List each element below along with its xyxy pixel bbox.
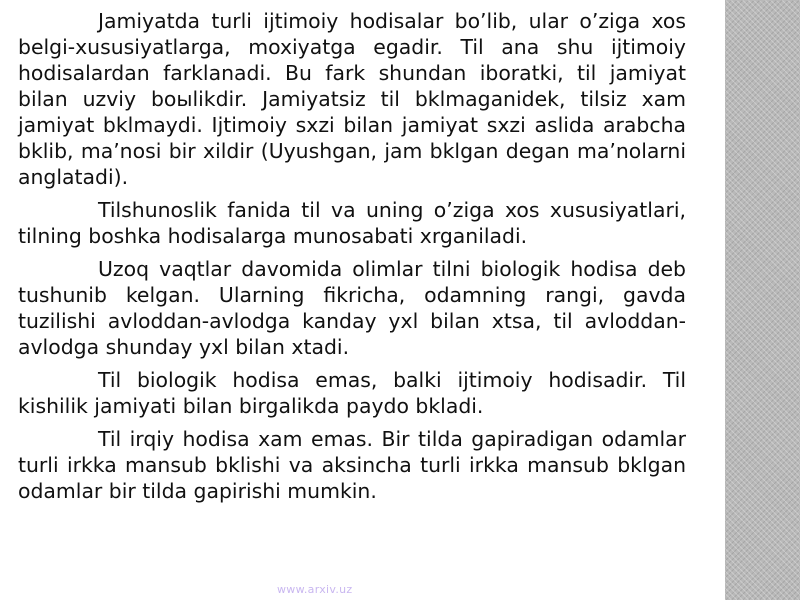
text-body xyxy=(18,8,686,511)
paragraph-3: Uzoq vaqtlar davomida olimlar tilni biologik hodisa deb tushunib kelgan. Ularning fikricha, odamning rangi, gavda tuzilishi avloddan-avlodga kanday yxl bilan xtsa, til avloddan-avlodga shunday yxl bilan xtadi. xyxy=(18,257,686,359)
paragraph-2: Tilshunoslik fanida til va uning o’ziga xos xususiyatlari, tilning boshka hodisalarga munosabati xrganiladi. xyxy=(18,198,686,248)
paragraph-1: Jamiyatda turli ijtimoiy hodisalar bo’lib, ular o’ziga xos belgi-xususiyatlarga, moxiyatga egadir. Til ana shu ijtimoiy hodisalardan farklanadi. Bu fark shundan iboratki, til jamiyat bilan uzviy boыlikdir. Jamiyatsiz til bklmaganidek, tilsiz xam jamiyat bklmaydi. Ijtimoiy sxzi bilan jamiyat sxzi aslida arabcha bklib, ma’nosi bir xildir (Uyushgan, jam bklgan degan ma’nolarni anglatadi). xyxy=(18,9,686,189)
decorative-sidebar xyxy=(725,0,800,600)
watermark: www.arxiv.uz xyxy=(277,583,353,596)
paragraph-5: Til irqiy hodisa xam emas. Bir tilda gapiradigan odamlar turli irkka mansub bklishi va aksincha turli irkka mansub bklgan odamlar bir tilda gapirishi mumkin. xyxy=(18,427,686,503)
paragraph-4: Til biologik hodisa emas, balki ijtimoiy hodisadir. Til kishilik jamiyati bilan birgalikda paydo bkladi. xyxy=(18,368,686,418)
